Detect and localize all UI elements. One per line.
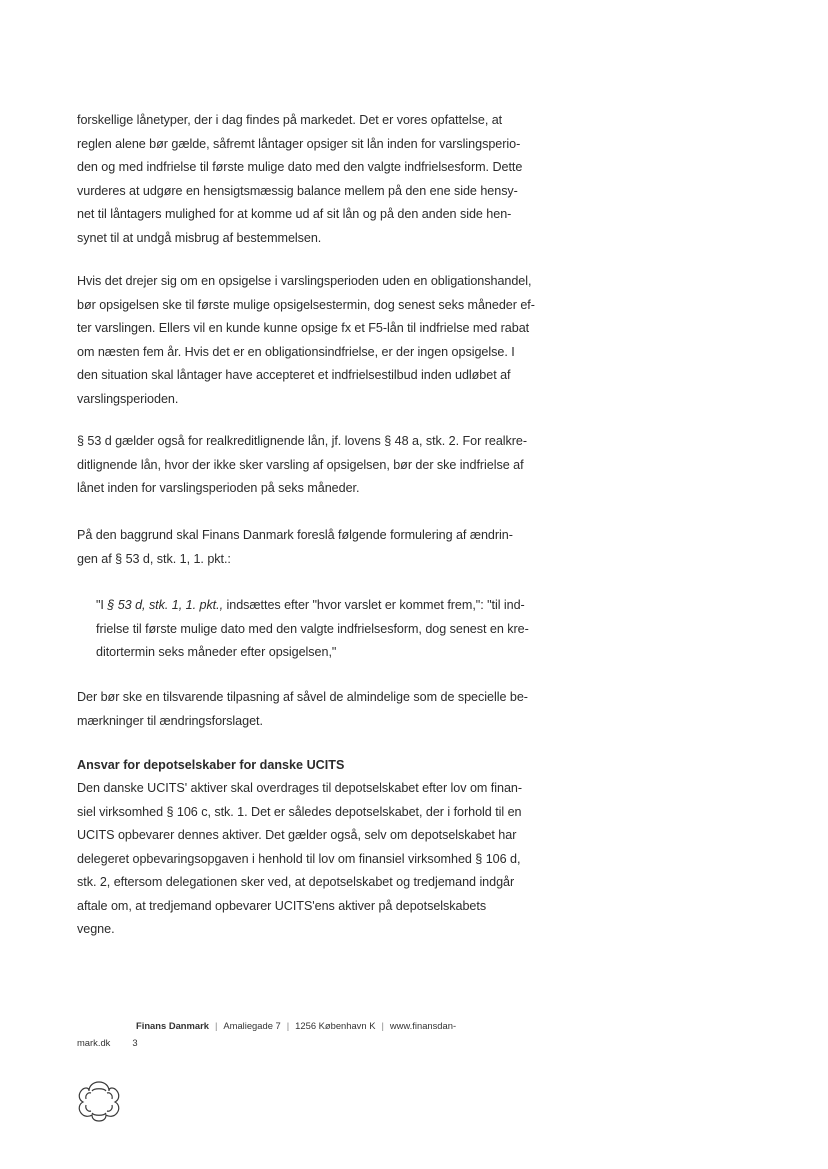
text-line: ditortermin seks måneder efter opsigelsen," [96, 645, 337, 659]
text-line: net til låntagers mulighed for at komme ud af sit lån og på den anden side hen- [77, 207, 512, 221]
quote-open: "I [96, 598, 108, 612]
text-line: forskellige lånetyper, der i dag findes på markedet. Det er vores opfattelse, at [77, 113, 503, 127]
text-line: vurderes at udgøre en hensigtsmæssig balance mellem på den ene side hensy- [77, 183, 518, 198]
quote-italic-ref: § 53 d, stk. 1, 1. pkt., [107, 598, 224, 612]
text-line: UCITS opbevarer dennes aktiver. Det gælder også, selv om depotselskabet har [77, 828, 517, 842]
paragraph-loan-types [77, 109, 587, 250]
footer-separator: | [381, 1020, 384, 1031]
text-line: lånet inden for varslingsperioden på seks måneder. [77, 481, 360, 495]
footer-city: 1256 København K [295, 1020, 376, 1031]
footer-separator: | [214, 1020, 218, 1031]
text-line: aftale om, at tredjemand opbevarer UCITS'ens aktiver på depotselskabets [77, 898, 487, 913]
text-line: synet til at undgå misbrug af bestemmelsen. [77, 230, 322, 245]
page-footer [136, 1019, 456, 1033]
proposed-wording-quote [96, 594, 586, 665]
text-line: den og med indfrielse til første mulige dato med den valgte indfrielsesform. Dette [77, 160, 523, 174]
text-line: frielse til første mulige dato med den valgte indfrielsesform, dog senest en kre- [96, 621, 529, 636]
text-line: siel virksomhed § 106 c, stk. 1. Det er således depotselskabet, der i forhold til en [77, 804, 522, 819]
text-line: om næsten fem år. Hvis det er en obligationsindfrielse, er der ingen opsigelse. I [77, 344, 515, 359]
text-line: vegne. [77, 922, 115, 936]
footer-brand: Finans Danmark [136, 1020, 209, 1031]
text-line: § 53 d gælder også for realkreditlignende lån, jf. lovens § 48 a, stk. 2. For realkre- [77, 434, 528, 448]
text-line: Den danske UCITS' aktiver skal overdrages til depotselskabet efter lov om finan- [77, 781, 522, 795]
paragraph-ucits [77, 777, 587, 942]
footer-separator: | [286, 1020, 290, 1031]
page-footer-line2 [77, 1036, 138, 1050]
page-number: 3 [132, 1037, 138, 1048]
text-line: ter varslingen. Ellers vil en kunde kunne opsige fx et F5-lån til indfrielse med rabat [77, 321, 530, 335]
text-line [96, 594, 586, 618]
text-line: stk. 2, eftersom delegationen sker ved, at depotselskabet og tredjemand indgår [77, 875, 515, 889]
text-line: mærkninger til ændringsforslaget. [77, 713, 263, 728]
finans-danmark-logo-icon [76, 1079, 122, 1123]
paragraph-termination [77, 270, 587, 411]
section-heading: Ansvar for depotselskaber for danske UCITS [77, 758, 345, 772]
paragraph-section-53d [77, 430, 587, 501]
text-line: reglen alene bør gælde, såfremt låntager opsiger sit lån inden for varslingsperio- [77, 136, 521, 151]
footer-website-link[interactable]: www.finansdan- [389, 1020, 457, 1031]
text-line: Der bør ske en tilsvarende tilpasning af såvel de almindelige som de specielle be- [77, 690, 528, 704]
text-line: gen af § 53 d, stk. 1, 1. pkt.: [77, 551, 231, 566]
footer-address: Amaliegade 7 [223, 1020, 281, 1031]
text-line: bør opsigelsen ske til første mulige opsigelsestermin, dog senest seks måneder ef- [77, 297, 535, 312]
text-line: ditlignende lån, hvor der ikke sker varsling af opsigelsen, bør der ske indfrielse af [77, 457, 524, 472]
text-line: Hvis det drejer sig om en opsigelse i varslingsperioden uden en obligationshandel, [77, 274, 532, 288]
text-line: delegeret opbevaringsopgaven i henhold til lov om finansiel virksomhed § 106 d, [77, 851, 521, 866]
paragraph-proposal-intro [77, 524, 587, 571]
footer-website-link-cont[interactable]: mark.dk [77, 1037, 111, 1048]
text-line: den situation skal låntager have accepteret et indfrielsestilbud inden udløbet af [77, 368, 511, 382]
paragraph-adjustment [77, 686, 587, 733]
quote-rest: indsættes efter "hvor varslet er kommet frem,": "til ind- [223, 598, 525, 612]
text-line: varslingsperioden. [77, 391, 179, 406]
text-line: På den baggrund skal Finans Danmark foreslå følgende formulering af ændrin- [77, 528, 513, 542]
